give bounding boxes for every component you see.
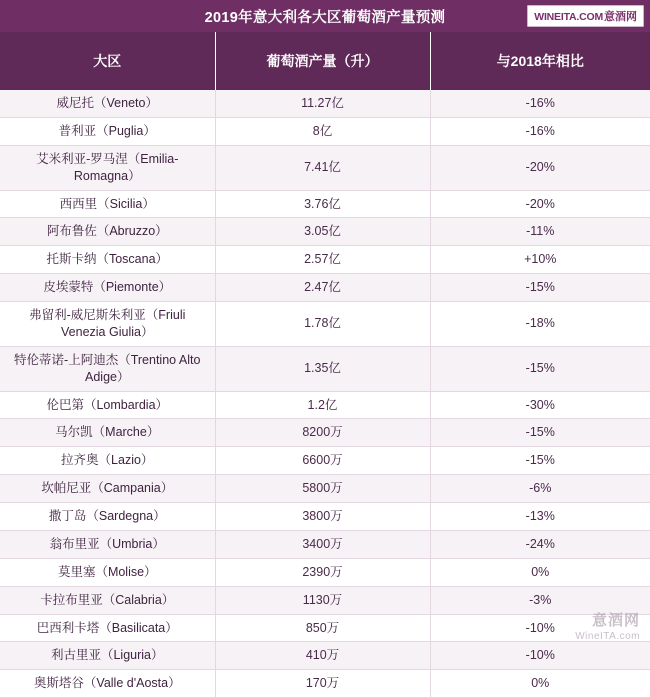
cell-change: +10% [430, 246, 650, 274]
cell-region: 撒丁岛（Sardegna） [0, 503, 215, 531]
table-row [0, 419, 650, 447]
column-header-change: 与2018年相比 [430, 32, 650, 90]
cell-volume: 410万 [215, 642, 430, 670]
cell-volume: 170万 [215, 670, 430, 698]
cell-region: 伦巴第（Lombardia） [0, 391, 215, 419]
table-row [0, 530, 650, 558]
cell-volume: 1130万 [215, 586, 430, 614]
page-title: 2019年意大利各大区葡萄酒产量预测 [204, 9, 446, 26]
cell-region: 皮埃蒙特（Piemonte） [0, 274, 215, 302]
cell-region: 拉齐奥（Lazio） [0, 447, 215, 475]
table-row [0, 447, 650, 475]
table-row [0, 90, 650, 117]
table-row [0, 246, 650, 274]
cell-region: 莫里塞（Molise） [0, 558, 215, 586]
table-row [0, 558, 650, 586]
table-row [0, 586, 650, 614]
cell-change: -13% [430, 503, 650, 531]
cell-volume: 3400万 [215, 530, 430, 558]
cell-region: 西西里（Sicilia） [0, 190, 215, 218]
cell-volume: 1.2亿 [215, 391, 430, 419]
cell-change: -20% [430, 190, 650, 218]
cell-volume: 2.57亿 [215, 246, 430, 274]
cell-volume: 11.27亿 [215, 90, 430, 117]
cell-volume: 1.78亿 [215, 302, 430, 347]
table-row [0, 190, 650, 218]
cell-change: -11% [430, 218, 650, 246]
cell-change: -15% [430, 346, 650, 391]
cell-region: 坎帕尼亚（Campania） [0, 475, 215, 503]
cell-volume: 5800万 [215, 475, 430, 503]
table-row [0, 670, 650, 698]
cell-region: 艾米利亚-罗马涅（Emilia-Romagna） [0, 145, 215, 190]
table-row [0, 117, 650, 145]
cell-change: -10% [430, 642, 650, 670]
cell-region: 卡拉布里亚（Calabria） [0, 586, 215, 614]
cell-change: -6% [430, 475, 650, 503]
cell-change: -16% [430, 90, 650, 117]
cell-volume: 3.05亿 [215, 218, 430, 246]
table-body [0, 90, 650, 698]
cell-region: 利古里亚（Liguria） [0, 642, 215, 670]
cell-region: 特伦蒂诺-上阿迪杰（Trentino Alto Adige） [0, 346, 215, 391]
brand-name-label: 意酒网 [604, 11, 637, 23]
table-row [0, 475, 650, 503]
cell-region: 弗留利-威尼斯朱利亚（Friuli Venezia Giulia） [0, 302, 215, 347]
table-header-row [0, 32, 650, 90]
table-row [0, 302, 650, 347]
table-row [0, 218, 650, 246]
cell-region: 普利亚（Puglia） [0, 117, 215, 145]
cell-change: -16% [430, 117, 650, 145]
cell-volume: 3800万 [215, 503, 430, 531]
table-row [0, 391, 650, 419]
cell-change: -30% [430, 391, 650, 419]
cell-volume: 2.47亿 [215, 274, 430, 302]
cell-change: -10% [430, 614, 650, 642]
cell-region: 奥斯塔谷（Valle d'Aosta） [0, 670, 215, 698]
cell-region: 马尔凯（Marche） [0, 419, 215, 447]
cell-volume: 3.76亿 [215, 190, 430, 218]
watermark-en-label: WineITA.com [575, 631, 640, 642]
cell-change: -15% [430, 419, 650, 447]
brand-badge [527, 5, 644, 27]
cell-region: 托斯卡纳（Toscana） [0, 246, 215, 274]
cell-change: -15% [430, 447, 650, 475]
cell-change: 0% [430, 670, 650, 698]
cell-region: 阿布鲁佐（Abruzzo） [0, 218, 215, 246]
cell-region: 翁布里亚（Umbria） [0, 530, 215, 558]
table-row [0, 145, 650, 190]
title-bar [0, 0, 650, 32]
cell-change: -3% [430, 586, 650, 614]
table-row [0, 274, 650, 302]
table-row [0, 614, 650, 642]
cell-change: 0% [430, 558, 650, 586]
table-row [0, 503, 650, 531]
cell-volume: 1.35亿 [215, 346, 430, 391]
watermark-cn-label: 意酒网 [591, 612, 640, 629]
cell-volume: 8亿 [215, 117, 430, 145]
cell-change: -18% [430, 302, 650, 347]
cell-volume: 7.41亿 [215, 145, 430, 190]
cell-volume: 2390万 [215, 558, 430, 586]
column-header-region: 大区 [0, 32, 215, 90]
cell-change: -24% [430, 530, 650, 558]
brand-domain-label: WINEITA.COM [534, 11, 603, 23]
cell-volume: 6600万 [215, 447, 430, 475]
cell-change: -15% [430, 274, 650, 302]
table-row [0, 346, 650, 391]
cell-change: -20% [430, 145, 650, 190]
cell-region: 威尼托（Veneto） [0, 90, 215, 117]
table-row [0, 642, 650, 670]
wine-production-table [0, 32, 650, 698]
cell-volume: 8200万 [215, 419, 430, 447]
cell-region: 巴西利卡塔（Basilicata） [0, 614, 215, 642]
column-header-volume: 葡萄酒产量（升） [215, 32, 430, 90]
cell-volume: 850万 [215, 614, 430, 642]
